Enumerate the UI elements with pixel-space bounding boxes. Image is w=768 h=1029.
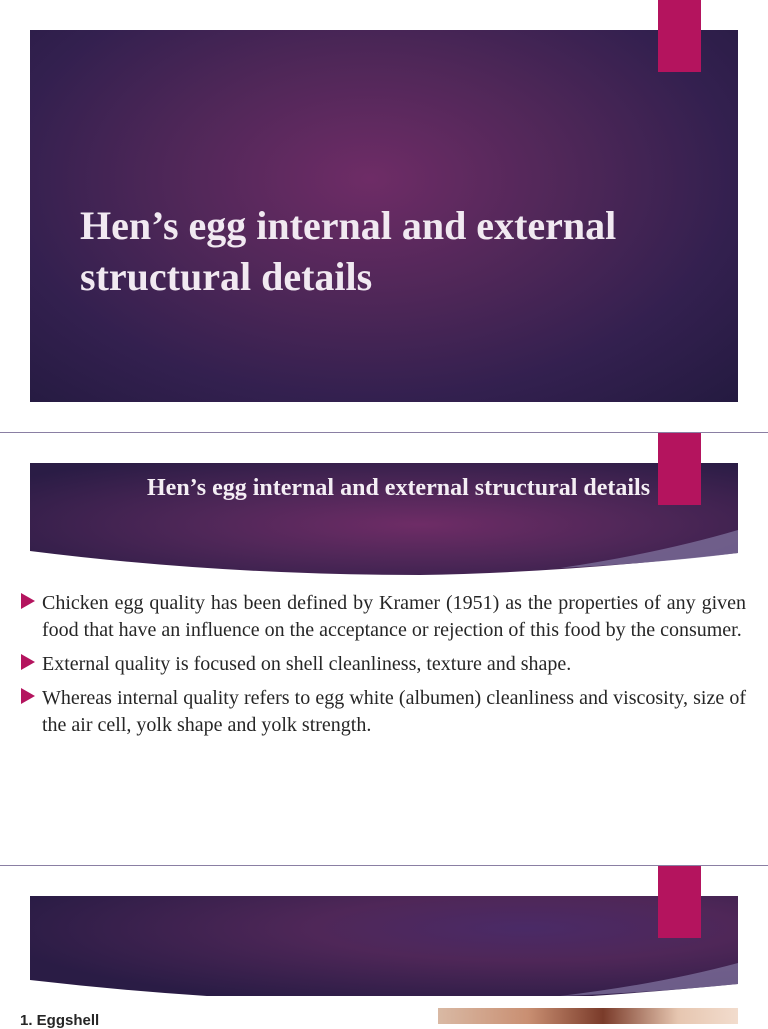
section-heading: 1. Eggshell xyxy=(20,1012,100,1029)
list-item xyxy=(20,590,746,644)
bullet-text: Whereas internal quality refers to egg white (albumen) cleanliness and viscosity, size of the air cell, yolk shape and yolk strength. xyxy=(42,687,746,736)
eggshell-slide xyxy=(0,866,768,1024)
slide-title: Hen’s egg internal and external structural details xyxy=(147,475,651,501)
list-item xyxy=(20,685,746,739)
triangle-bullet-icon xyxy=(21,654,35,670)
eggshell-photo xyxy=(438,1008,738,1024)
bullet-list xyxy=(20,590,746,746)
accent-tab xyxy=(658,0,701,72)
triangle-bullet-icon xyxy=(21,593,35,609)
title-slide xyxy=(0,0,768,432)
triangle-bullet-icon xyxy=(21,688,35,704)
accent-tab xyxy=(658,866,701,938)
header-banner xyxy=(0,866,768,996)
bullet-text: External quality is focused on shell cleanliness, texture and shape. xyxy=(42,653,572,675)
slide-title: Hen’s egg internal and external structural details xyxy=(80,203,617,299)
bullet-text: Chicken egg quality has been defined by Kramer (1951) as the properties of any given food that have an influence on the acceptance or rejection of this food by the consumer. xyxy=(42,592,746,641)
list-item xyxy=(20,651,746,678)
header-banner xyxy=(0,433,768,583)
